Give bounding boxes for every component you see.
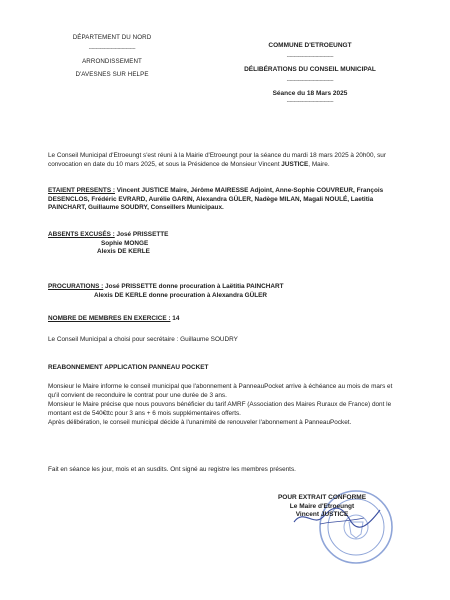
section-paragraph-2: Monsieur le Maire précise que nous pouvons bénéficier du tarif AMRF (Association des Maires Ruraux de France) dont le montant est de 540€ttc pour 3 ans + 6 mois supplémentaires offerts. [48,401,392,417]
president-name: JUSTICE [281,160,309,168]
absents-label: ABSENTS EXCUSÉS : [48,231,115,238]
arrondissement-name: D'AVESNES SUR HELPE [75,71,149,78]
membres-label: NOMBRE DE MEMBRES EN EXERCICE : [48,315,171,322]
procuration-1: José PRISSETTE donne procuration à Laëtitia PAINCHART [105,283,284,290]
commune-label: COMMUNE D'ETROEUNGT [268,42,352,49]
procuration-2: Alexis DE KERLE donne procuration à Alexandra GÜLER [94,291,268,299]
signature-line-1: POUR EXTRAIT CONFORME [277,494,367,501]
header-right [240,42,380,111]
presents-label: ETAIENT PRESENTS : [48,187,115,194]
intro-paragraph [48,152,404,169]
section-paragraph-3: Après délibération, le conseil municipal décide à l'unanimité de renouveler l'abonnement à PanneauPocket. [48,419,352,426]
header-right-separator-2: ---------------------------------- [286,78,334,84]
header-right-separator: ---------------------------------- [286,54,334,60]
absent-name-3: Alexis DE KERLE [97,248,150,256]
signature-block [262,494,382,520]
header-right-separator-3: ---------------------------------- [286,99,334,105]
header-left [52,34,172,80]
arrondissement-label: ARRONDISSEMENT [82,58,142,65]
presents-list: Vincent JUSTICE Maire, Jérôme MAIRESSE Adjoint, Anne-Sophie COUVREUR, François DESENCLOS, Frédéric EVRARD, Aurélie GARIN, Alexandra GÜLER, Nadège MILAN, Magali NOULÉ, Laetitia PAINCHART, Guillaume SOUDRY, Conseillers Municipaux. [48,187,384,212]
section-title: REABONNEMENT APPLICATION PANNEAU POCKET [48,364,209,371]
procurations-block [48,283,404,300]
header-left-separator: ---------------------------------- [88,46,136,52]
closing-line: Fait en séance les jour, mois et an susdits. Ont signé au registre les membres présents. [48,466,296,473]
membres-value: 14 [172,315,180,322]
deliberations-title: DÉLIBÉRATIONS DU CONSEIL MUNICIPAL [244,66,376,73]
presents-paragraph [48,187,404,213]
secretaire-line: Le Conseil Municipal a choisi pour secrétaire : Guillaume SOUDRY [48,336,238,343]
signature-line-3: Vincent JUSTICE [295,511,349,518]
absent-name-1: José PRISSETTE [116,231,169,238]
department-label: DÉPARTEMENT DU NORD [72,34,152,41]
signature-line-2: Le Maire d'Etroeungt [289,502,355,510]
procurations-label: PROCURATIONS : [48,283,104,290]
absents-block [48,231,404,257]
section-paragraph-1: Monsieur le Maire informe le conseil municipal que l'abonnement à PanneauPocket arrive à échéance au mois de mars et qu'il convient de reconduire le contrat pour une durée de 3 ans. [48,383,393,399]
seance-date: Séance du 18 Mars 2025 [272,90,348,97]
intro-text: Le Conseil Municipal d'Etroeungt s'est réuni à la Mairie d'Etroeungt pour la séance du mardi 18 mars 2025 à 20h00, sur convocation en date du 10 mars 2025, et sous la Présidence de Monsieur Vincent [48,152,386,168]
membres-block [48,315,404,324]
intro-suffix: , Maire. [308,160,330,168]
absent-name-2: Sophie MONGE [101,239,149,247]
